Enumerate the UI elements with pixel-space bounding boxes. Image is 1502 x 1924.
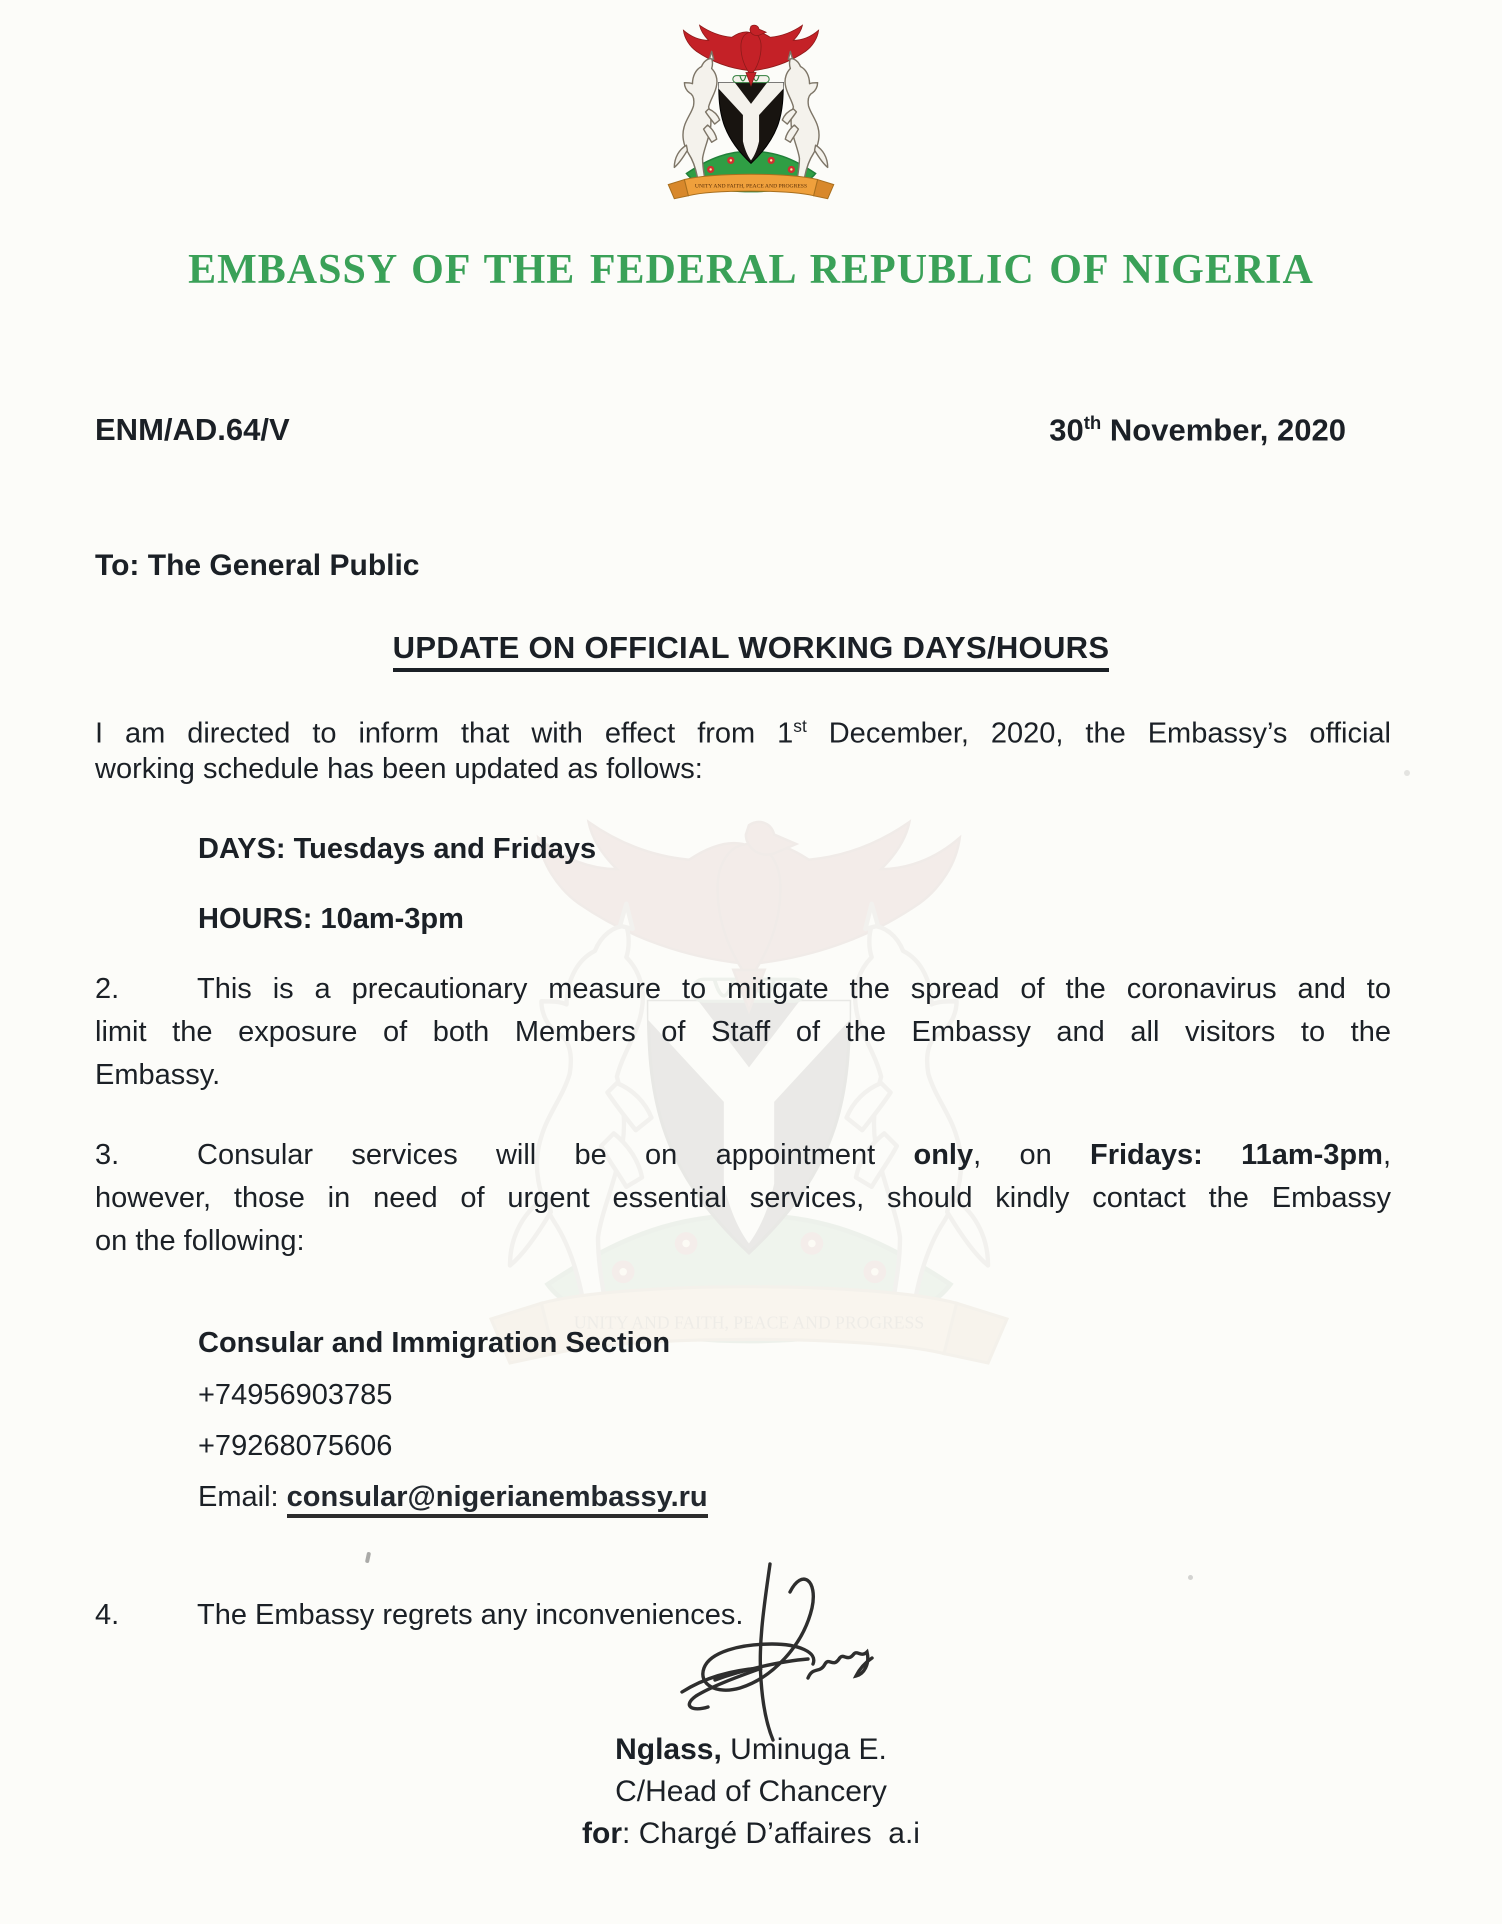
subject-wrap: [0, 630, 1502, 672]
contact-phone-1: +74956903785: [198, 1379, 393, 1411]
paragraph-1-line-2: working schedule has been updated as follows:: [95, 753, 703, 785]
paragraph-number: 4.: [95, 1599, 120, 1631]
reference-number: ENM/AD.64/V: [95, 412, 290, 447]
paragraph-1-line-1: I am directed to inform that with effect from 1st December, 2020, the Embassy’s official: [95, 716, 1391, 748]
schedule-days: DAYS: Tuesdays and Fridays: [198, 833, 597, 865]
paragraph-number: 3.: [95, 1139, 120, 1171]
reference-row: [0, 412, 1502, 456]
signer-name: Nglass, Uminuga E.: [615, 1733, 887, 1766]
emphasis-fridays-hours: Fridays: 11am-3pm: [1089, 1139, 1383, 1171]
paragraph-2-line-1: 2. This is a precautionary measure to mitigate the spread of the coronavirus and to: [95, 968, 1391, 1011]
date-ordinal: st: [793, 716, 807, 736]
paragraph-2-line-3: Embassy.: [95, 1059, 221, 1091]
paragraph-3: [95, 1134, 1391, 1263]
signer-role: C/Head of Chancery: [615, 1775, 887, 1808]
contact-phone-2: +79268075606: [198, 1430, 393, 1462]
scan-speck: [1404, 770, 1410, 776]
letter-date: 30th November, 2020: [1049, 412, 1346, 448]
paragraph-1: [95, 705, 1391, 791]
scan-speck: [365, 1552, 371, 1564]
scan-speck: [1188, 1575, 1193, 1580]
addressee-line: To: The General Public: [95, 549, 420, 582]
paragraph-number: 2.: [95, 973, 120, 1005]
for-label: for: [582, 1817, 623, 1850]
handwritten-signature: [620, 1558, 932, 1750]
paragraph-3-line-1: 3. Consular services will be on appointment only, on Fridays: 11am-3pm,: [95, 1134, 1391, 1177]
signer-for-line: for: Chargé D’affaires a.i: [582, 1817, 920, 1850]
date-ordinal: th: [1083, 412, 1102, 433]
contact-section-title: Consular and Immigration Section: [198, 1327, 671, 1359]
paragraph-3-line-2: however, those in need of urgent essential services, should kindly contact the Embassy: [95, 1182, 1391, 1214]
organization-title: EMBASSY OF THE FEDERAL REPUBLIC OF NIGERIA: [188, 247, 1314, 293]
schedule-hours: HOURS: 10am-3pm: [198, 903, 464, 935]
paragraph-4-line-1: 4. The Embassy regrets any inconveniences.: [95, 1594, 1391, 1637]
paragraph-3-line-3: on the following:: [95, 1225, 305, 1257]
subject-line: UPDATE ON OFFICIAL WORKING DAYS/HOURS: [393, 630, 1110, 672]
nigeria-coat-of-arms: [640, 22, 862, 216]
signer-surname: Nglass,: [615, 1733, 722, 1766]
email-label: Email:: [198, 1481, 287, 1513]
paragraph-2: [95, 968, 1391, 1097]
paragraph-2-line-2: limit the exposure of both Members of Staff of the Embassy and all visitors to the: [95, 1016, 1391, 1048]
emphasis-only: only: [913, 1139, 974, 1171]
email-address: consular@nigerianembassy.ru: [287, 1481, 708, 1518]
contact-email-line: [198, 1476, 708, 1518]
